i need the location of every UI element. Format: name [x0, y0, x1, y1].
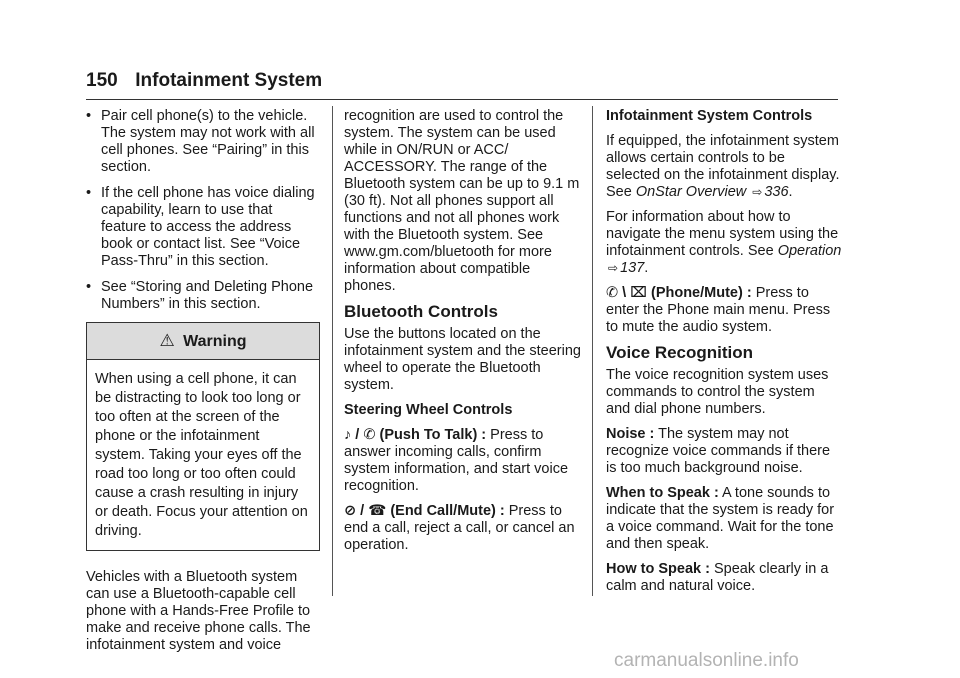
voice-recognition-body: The voice recognition system uses commands to control the system and dial phone numbers. [606, 367, 829, 417]
warning-body: When using a cell phone, it can be distracting to look too long or too often at the screen of the phone or the infotainment system. Taking your eyes off the road too long or too often could cause a crash resulting in injury or death. Focus your attention on driving. [95, 371, 308, 539]
period: . [644, 260, 649, 276]
column-divider-left [332, 106, 333, 596]
end-call-icon: ⊘ / ☎ [344, 503, 387, 519]
operation-link[interactable]: Operation [777, 243, 842, 259]
steering-wheel-controls-heading: Steering Wheel Controls [344, 402, 513, 418]
bullet-marker: • [86, 185, 92, 201]
voice-item-how-to-speak [606, 561, 842, 595]
voice-item-noise [606, 426, 842, 477]
warning-box [86, 322, 320, 551]
end-call-item [344, 503, 584, 554]
watermark: carmanualsonline.info [614, 650, 799, 671]
menu-navigation-paragraph [606, 209, 842, 277]
bluetooth-controls-heading: Bluetooth Controls [344, 302, 498, 321]
page-number: 150 [86, 70, 118, 91]
noise-term: Noise : [606, 426, 655, 442]
bullet-item [86, 279, 320, 313]
period: . [788, 184, 793, 200]
phone-mute-text: Press to enter the Phone main menu. Press to mute the audio system. [606, 285, 831, 335]
section-title: Infotainment System [135, 70, 323, 91]
end-call-term: (End Call/Mute) : [390, 503, 505, 519]
end-call-text: Press to end a call, reject a call, or cancel an operation. [344, 503, 575, 553]
page-ref-arrow-icon: ⇨ [752, 185, 763, 199]
phone-mute-icon: ✆ \ ⌧ [606, 285, 647, 301]
bullet-text: See “Storing and Deleting Phone Numbers” in this section. [101, 279, 314, 312]
phone-mute-item [606, 285, 842, 336]
operation-page-ref[interactable]: 137 [620, 260, 645, 276]
warning-header [87, 323, 319, 360]
bullet-marker: • [86, 279, 92, 295]
bluetooth-controls-body: Use the buttons located on the infotainment system and the steering wheel to operate the Bluetooth system. [344, 326, 581, 393]
warning-title: Warning [183, 333, 247, 350]
bullet-marker: • [86, 108, 92, 124]
bluetooth-intro-continued: recognition are used to control the system. The system can be used while in ON/RUN or ACC/ ACCESSORY. The range of the Bluetooth system can be up to 9.1 m (30 ft). Not all phones support all functions and not all phones work with the Bluetooth system. See www.gm.com/bluetooth for more information about compatible phones. [344, 108, 580, 294]
column-3 [606, 108, 842, 603]
voice-item-when-to-speak [606, 485, 842, 553]
column-2 [344, 108, 584, 562]
push-to-talk-item [344, 427, 584, 495]
bullet-item [86, 185, 320, 270]
noise-text: The system may not recognize voice commands if there is too much background noise. [606, 426, 831, 476]
page-ref-arrow-icon: ⇨ [608, 261, 619, 275]
infotainment-controls-heading: Infotainment System Controls [606, 108, 813, 124]
voice-recognition-heading: Voice Recognition [606, 343, 754, 362]
column-divider-right [592, 106, 593, 596]
bullet-text: If the cell phone has voice dialing capability, learn to use that feature to access the address book or contact list. See “Voice Pass-Thru” in this section. [101, 185, 315, 269]
push-to-talk-term: (Push To Talk) : [379, 427, 487, 443]
onstar-overview-link[interactable]: OnStar Overview [635, 184, 747, 200]
bullet-item [86, 108, 320, 176]
when-to-speak-text: A tone sounds to indicate that the system is ready for a voice command. Wait for the tone and then speak. [606, 485, 835, 552]
when-to-speak-term: When to Speak : [606, 485, 719, 501]
bluetooth-intro-paragraph: Vehicles with a Bluetooth system can use a Bluetooth-capable cell phone with a Hands-Free Profile to make and receive phone calls. The infotainment system and voice [86, 569, 311, 653]
menu-navigation-text: For information about how to navigate the menu system using the infotainment controls. See [606, 209, 839, 259]
page-header [86, 70, 322, 92]
warning-icon: ⚠ [159, 331, 175, 350]
onstar-page-ref[interactable]: 336 [764, 184, 789, 200]
header-rule [86, 99, 838, 100]
bullet-text: Pair cell phone(s) to the vehicle. The system may not work with all cell phones. See “Pairing” in this section. [101, 108, 315, 175]
push-to-talk-icon: ♪ / ✆ [344, 427, 376, 443]
phone-mute-term: (Phone/Mute) : [650, 285, 752, 301]
how-to-speak-term: How to Speak : [606, 561, 710, 577]
column-1 [86, 108, 320, 662]
infotainment-controls-text: If equipped, the infotainment system allows certain controls to be selected on the infotainment display. See [606, 133, 840, 200]
how-to-speak-text: Speak clearly in a calm and natural voice. [606, 561, 829, 594]
infotainment-controls-paragraph [606, 133, 842, 201]
push-to-talk-text: Press to answer incoming calls, confirm system information, and start voice recognition. [344, 427, 569, 494]
